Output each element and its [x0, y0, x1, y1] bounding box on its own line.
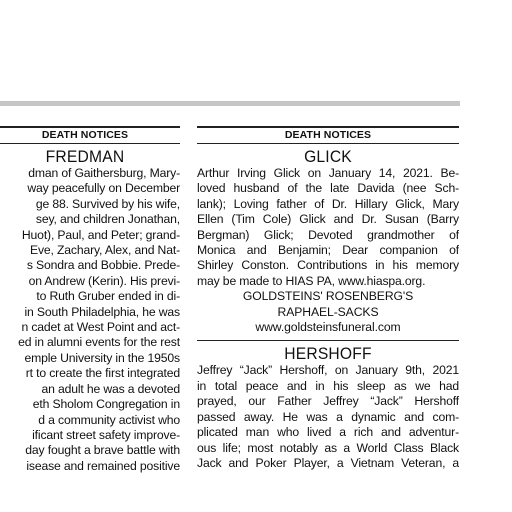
section-header-left: DEATH NOTICES [0, 126, 180, 144]
notice-body-glick [197, 166, 459, 289]
notice-name-glick: GLICK [304, 147, 352, 166]
body-line: eth Sholom Congregation in [32, 397, 180, 412]
body-line: rt to create the first integrated [25, 366, 180, 381]
body-line: ge 88. Survived by his wife, [35, 196, 180, 211]
body-line: lank); Loving father of Dr. Hillary Glick, Mary [197, 196, 459, 211]
body-line: may be made to HIAS PA, www.hiaspa.org. [197, 273, 426, 288]
body-line: Jack and Poker Player, a Vietnam Veteran, a [197, 455, 459, 470]
body-line: day fought a brave battle with [25, 443, 180, 458]
notice-body-hershoff [197, 363, 459, 471]
body-line: in total peace and in his sleep as we had [197, 378, 459, 393]
body-line: emple University in the 1950s [24, 350, 180, 365]
body-line: Ellen (Tim Cole) Glick and Dr. Susan (Barry [197, 212, 459, 227]
body-line: ificant street safety improve- [32, 427, 180, 442]
notice-body-fredman [0, 166, 180, 474]
body-line: in South Philadelphia, he was [24, 304, 180, 319]
body-line: Monica and Benjamin; Dear companion of [197, 243, 459, 258]
funeral-home-name: RAPHAEL-SACKS [277, 304, 379, 319]
body-line: ous life; most notably as a World Class Black [197, 440, 459, 455]
body-line: s Sondra and Bobbie. Prede- [26, 258, 180, 273]
notice-name-fredman: FREDMAN [45, 147, 125, 166]
body-line: an adult he was a devoted [41, 381, 180, 396]
body-line: sey, and children Jonathan, [35, 212, 180, 227]
body-line: to Ruth Gruber ended in di- [36, 289, 180, 304]
body-line: Bergman) Glick; Devoted grandmother of [197, 227, 459, 242]
body-line: on Andrew (Kerin). His previ- [28, 273, 180, 288]
body-line: n cadet at West Point and act- [21, 320, 180, 335]
notice-divider [197, 340, 459, 341]
body-line: dman of Gaithersburg, Mary- [28, 166, 180, 180]
section-header-right: DEATH NOTICES [197, 126, 459, 144]
body-line: loved husband of the late Davida (nee Sch- [197, 181, 459, 196]
top-rule [0, 101, 460, 106]
left-column [0, 126, 180, 512]
body-line: isease and remained positive [26, 458, 180, 473]
funeral-home-website: www.goldsteinsfuneral.com [255, 320, 401, 335]
body-line: ed in alumni events for the rest [18, 335, 180, 350]
body-line: Huot), Paul, and Peter; grand- [21, 227, 180, 242]
body-line: passed away. He was a dynamic and com- [197, 409, 459, 424]
body-line: Shirley Conston. Contributions in his memory [197, 258, 459, 273]
body-line: plicated man who lived a rich and adventur- [197, 425, 459, 440]
body-line: Arthur Irving Glick on January 14, 2021. Be- [197, 166, 459, 180]
right-column [197, 126, 459, 512]
funeral-home-name: GOLDSTEINS' ROSENBERG'S [242, 289, 414, 304]
body-line: prayed, our Father Jeffrey “Jack” Hershoff [197, 394, 459, 409]
notice-name-hershoff: HERSHOFF [284, 344, 372, 364]
body-line: Eve, Zachary, Alex, and Nat- [29, 243, 180, 258]
body-line: Jeffrey “Jack” Hershoff, on January 9th, 2021 [197, 363, 459, 378]
body-line: d a community activist who [38, 412, 180, 427]
body-line: way peacefully on December [27, 181, 180, 196]
